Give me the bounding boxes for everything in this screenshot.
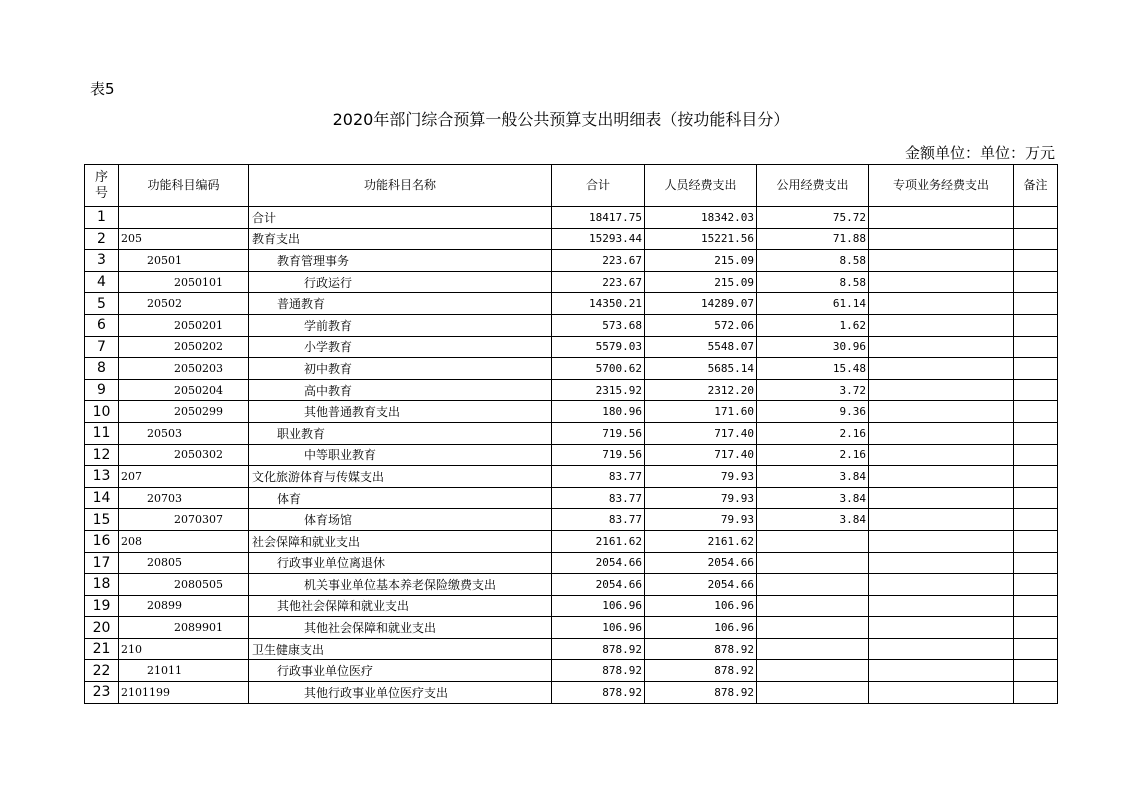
row-seq: 12 (85, 444, 119, 466)
row-personnel: 2161.62 (645, 530, 757, 552)
row-name: 其他社会保障和就业支出 (249, 595, 552, 617)
unit-label: 金额单位：单位：万元 (904, 144, 1055, 162)
row-special (869, 422, 1014, 444)
row-note (1014, 595, 1058, 617)
row-special (869, 293, 1014, 315)
row-special (869, 574, 1014, 596)
row-personnel: 2054.66 (645, 552, 757, 574)
table-row (85, 358, 1058, 380)
row-total: 83.77 (552, 466, 645, 488)
row-seq: 17 (85, 552, 119, 574)
row-public (757, 682, 869, 704)
row-name: 职业教育 (249, 422, 552, 444)
row-special (869, 466, 1014, 488)
header-seq: 序号 (85, 165, 119, 207)
row-personnel: 215.09 (645, 250, 757, 272)
row-personnel: 171.60 (645, 401, 757, 423)
row-special (869, 682, 1014, 704)
row-public (757, 660, 869, 682)
row-code: 2050299 (119, 401, 249, 423)
row-name: 卫生健康支出 (249, 638, 552, 660)
row-seq: 21 (85, 638, 119, 660)
row-seq: 1 (85, 207, 119, 229)
row-public: 2.16 (757, 422, 869, 444)
row-total: 14350.21 (552, 293, 645, 315)
row-note (1014, 552, 1058, 574)
table-row (85, 617, 1058, 639)
row-special (869, 595, 1014, 617)
row-public: 3.84 (757, 466, 869, 488)
row-total: 106.96 (552, 595, 645, 617)
header-note: 备注 (1014, 165, 1058, 207)
row-code: 2050204 (119, 379, 249, 401)
table-row (85, 271, 1058, 293)
row-personnel: 2054.66 (645, 574, 757, 596)
row-seq: 18 (85, 574, 119, 596)
row-total: 573.68 (552, 314, 645, 336)
table-row (85, 574, 1058, 596)
row-code: 2080505 (119, 574, 249, 596)
row-code: 207 (119, 466, 249, 488)
row-note (1014, 271, 1058, 293)
row-public: 30.96 (757, 336, 869, 358)
row-total: 2315.92 (552, 379, 645, 401)
row-special (869, 487, 1014, 509)
row-personnel: 2312.20 (645, 379, 757, 401)
row-seq: 13 (85, 466, 119, 488)
header-name: 功能科目名称 (249, 165, 552, 207)
row-name: 体育 (249, 487, 552, 509)
table-row (85, 660, 1058, 682)
table-row (85, 228, 1058, 250)
row-seq: 19 (85, 595, 119, 617)
table-row (85, 422, 1058, 444)
row-name: 行政事业单位医疗 (249, 660, 552, 682)
page-title: 2020年部门综合预算一般公共预算支出明细表（按功能科目分） (332, 110, 790, 129)
row-total: 15293.44 (552, 228, 645, 250)
row-personnel: 106.96 (645, 595, 757, 617)
table-row (85, 595, 1058, 617)
table-row (85, 250, 1058, 272)
row-code: 2050302 (119, 444, 249, 466)
row-code: 20501 (119, 250, 249, 272)
row-public (757, 638, 869, 660)
row-personnel: 572.06 (645, 314, 757, 336)
row-code: 205 (119, 228, 249, 250)
row-personnel: 15221.56 (645, 228, 757, 250)
row-seq: 22 (85, 660, 119, 682)
row-special (869, 379, 1014, 401)
row-code: 2050203 (119, 358, 249, 380)
row-note (1014, 358, 1058, 380)
row-public: 71.88 (757, 228, 869, 250)
table-row (85, 207, 1058, 229)
row-code: 2101199 (119, 682, 249, 704)
row-seq: 14 (85, 487, 119, 509)
row-personnel: 5548.07 (645, 336, 757, 358)
table-row (85, 682, 1058, 704)
row-note (1014, 487, 1058, 509)
row-code: 2070307 (119, 509, 249, 531)
row-note (1014, 293, 1058, 315)
row-public: 2.16 (757, 444, 869, 466)
row-note (1014, 574, 1058, 596)
row-personnel: 79.93 (645, 487, 757, 509)
row-note (1014, 530, 1058, 552)
table-row (85, 638, 1058, 660)
row-note (1014, 509, 1058, 531)
row-note (1014, 401, 1058, 423)
row-total: 2161.62 (552, 530, 645, 552)
row-personnel: 106.96 (645, 617, 757, 639)
header-special: 专项业务经费支出 (869, 165, 1014, 207)
row-seq: 20 (85, 617, 119, 639)
row-public: 3.84 (757, 487, 869, 509)
row-name: 文化旅游体育与传媒支出 (249, 466, 552, 488)
row-personnel: 215.09 (645, 271, 757, 293)
row-name: 普通教育 (249, 293, 552, 315)
row-code: 2050202 (119, 336, 249, 358)
row-special (869, 358, 1014, 380)
row-special (869, 552, 1014, 574)
row-total: 2054.66 (552, 574, 645, 596)
row-public: 1.62 (757, 314, 869, 336)
row-total: 5579.03 (552, 336, 645, 358)
row-personnel: 18342.03 (645, 207, 757, 229)
row-public: 3.72 (757, 379, 869, 401)
row-seq: 4 (85, 271, 119, 293)
row-name: 学前教育 (249, 314, 552, 336)
table-row (85, 552, 1058, 574)
row-seq: 16 (85, 530, 119, 552)
table-row (85, 509, 1058, 531)
table-row (85, 530, 1058, 552)
row-note (1014, 617, 1058, 639)
row-seq: 7 (85, 336, 119, 358)
row-total: 83.77 (552, 487, 645, 509)
row-public: 8.58 (757, 250, 869, 272)
row-public (757, 552, 869, 574)
row-special (869, 509, 1014, 531)
row-code: 208 (119, 530, 249, 552)
row-name: 高中教育 (249, 379, 552, 401)
header-public: 公用经费支出 (757, 165, 869, 207)
row-name: 体育场馆 (249, 509, 552, 531)
row-name: 中等职业教育 (249, 444, 552, 466)
row-special (869, 660, 1014, 682)
row-note (1014, 466, 1058, 488)
row-note (1014, 422, 1058, 444)
row-personnel: 878.92 (645, 660, 757, 682)
row-special (869, 401, 1014, 423)
header-total: 合计 (552, 165, 645, 207)
row-note (1014, 682, 1058, 704)
row-special (869, 250, 1014, 272)
row-code: 21011 (119, 660, 249, 682)
row-code (119, 207, 249, 229)
row-special (869, 314, 1014, 336)
header-personnel: 人员经费支出 (645, 165, 757, 207)
row-seq: 9 (85, 379, 119, 401)
row-name: 行政运行 (249, 271, 552, 293)
table-row (85, 401, 1058, 423)
row-special (869, 530, 1014, 552)
table-header-row (85, 165, 1058, 207)
row-seq: 8 (85, 358, 119, 380)
row-personnel: 878.92 (645, 638, 757, 660)
row-special (869, 617, 1014, 639)
row-code: 20503 (119, 422, 249, 444)
row-public (757, 595, 869, 617)
row-total: 878.92 (552, 638, 645, 660)
row-public: 3.84 (757, 509, 869, 531)
row-special (869, 271, 1014, 293)
table-label: 表5 (90, 80, 115, 98)
table-row (85, 487, 1058, 509)
row-name: 机关事业单位基本养老保险缴费支出 (249, 574, 552, 596)
row-total: 223.67 (552, 250, 645, 272)
row-note (1014, 336, 1058, 358)
row-name: 教育支出 (249, 228, 552, 250)
row-seq: 10 (85, 401, 119, 423)
row-public (757, 574, 869, 596)
table-row (85, 444, 1058, 466)
row-code: 20703 (119, 487, 249, 509)
row-public: 8.58 (757, 271, 869, 293)
row-personnel: 79.93 (645, 466, 757, 488)
row-personnel: 79.93 (645, 509, 757, 531)
row-public (757, 617, 869, 639)
row-seq: 5 (85, 293, 119, 315)
row-public: 61.14 (757, 293, 869, 315)
table-row (85, 466, 1058, 488)
row-personnel: 717.40 (645, 444, 757, 466)
row-seq: 23 (85, 682, 119, 704)
row-seq: 15 (85, 509, 119, 531)
table-body (85, 207, 1058, 704)
row-note (1014, 638, 1058, 660)
row-public: 9.36 (757, 401, 869, 423)
row-public (757, 530, 869, 552)
budget-table (84, 164, 1058, 704)
row-total: 223.67 (552, 271, 645, 293)
row-name: 社会保障和就业支出 (249, 530, 552, 552)
row-seq: 3 (85, 250, 119, 272)
row-total: 2054.66 (552, 552, 645, 574)
row-name: 其他行政事业单位医疗支出 (249, 682, 552, 704)
row-seq: 11 (85, 422, 119, 444)
row-name: 行政事业单位离退休 (249, 552, 552, 574)
row-total: 878.92 (552, 682, 645, 704)
row-name: 初中教育 (249, 358, 552, 380)
row-total: 878.92 (552, 660, 645, 682)
table-row (85, 314, 1058, 336)
row-special (869, 444, 1014, 466)
row-note (1014, 444, 1058, 466)
row-note (1014, 379, 1058, 401)
row-total: 719.56 (552, 422, 645, 444)
row-code: 2050201 (119, 314, 249, 336)
row-code: 20899 (119, 595, 249, 617)
row-note (1014, 660, 1058, 682)
row-total: 5700.62 (552, 358, 645, 380)
row-personnel: 717.40 (645, 422, 757, 444)
row-seq: 6 (85, 314, 119, 336)
row-note (1014, 228, 1058, 250)
row-special (869, 336, 1014, 358)
row-code: 2089901 (119, 617, 249, 639)
row-seq: 2 (85, 228, 119, 250)
row-code: 20805 (119, 552, 249, 574)
row-name: 其他普通教育支出 (249, 401, 552, 423)
row-total: 83.77 (552, 509, 645, 531)
row-personnel: 5685.14 (645, 358, 757, 380)
row-personnel: 878.92 (645, 682, 757, 704)
row-public: 15.48 (757, 358, 869, 380)
row-code: 2050101 (119, 271, 249, 293)
row-name: 其他社会保障和就业支出 (249, 617, 552, 639)
table-row (85, 336, 1058, 358)
row-name: 教育管理事务 (249, 250, 552, 272)
row-total: 180.96 (552, 401, 645, 423)
row-code: 210 (119, 638, 249, 660)
row-code: 20502 (119, 293, 249, 315)
row-public: 75.72 (757, 207, 869, 229)
table-row (85, 379, 1058, 401)
row-note (1014, 314, 1058, 336)
row-note (1014, 207, 1058, 229)
row-total: 18417.75 (552, 207, 645, 229)
row-total: 106.96 (552, 617, 645, 639)
header-code: 功能科目编码 (119, 165, 249, 207)
row-special (869, 228, 1014, 250)
row-note (1014, 250, 1058, 272)
table-row (85, 293, 1058, 315)
row-name: 小学教育 (249, 336, 552, 358)
row-total: 719.56 (552, 444, 645, 466)
row-special (869, 638, 1014, 660)
row-special (869, 207, 1014, 229)
row-personnel: 14289.07 (645, 293, 757, 315)
row-name: 合计 (249, 207, 552, 229)
